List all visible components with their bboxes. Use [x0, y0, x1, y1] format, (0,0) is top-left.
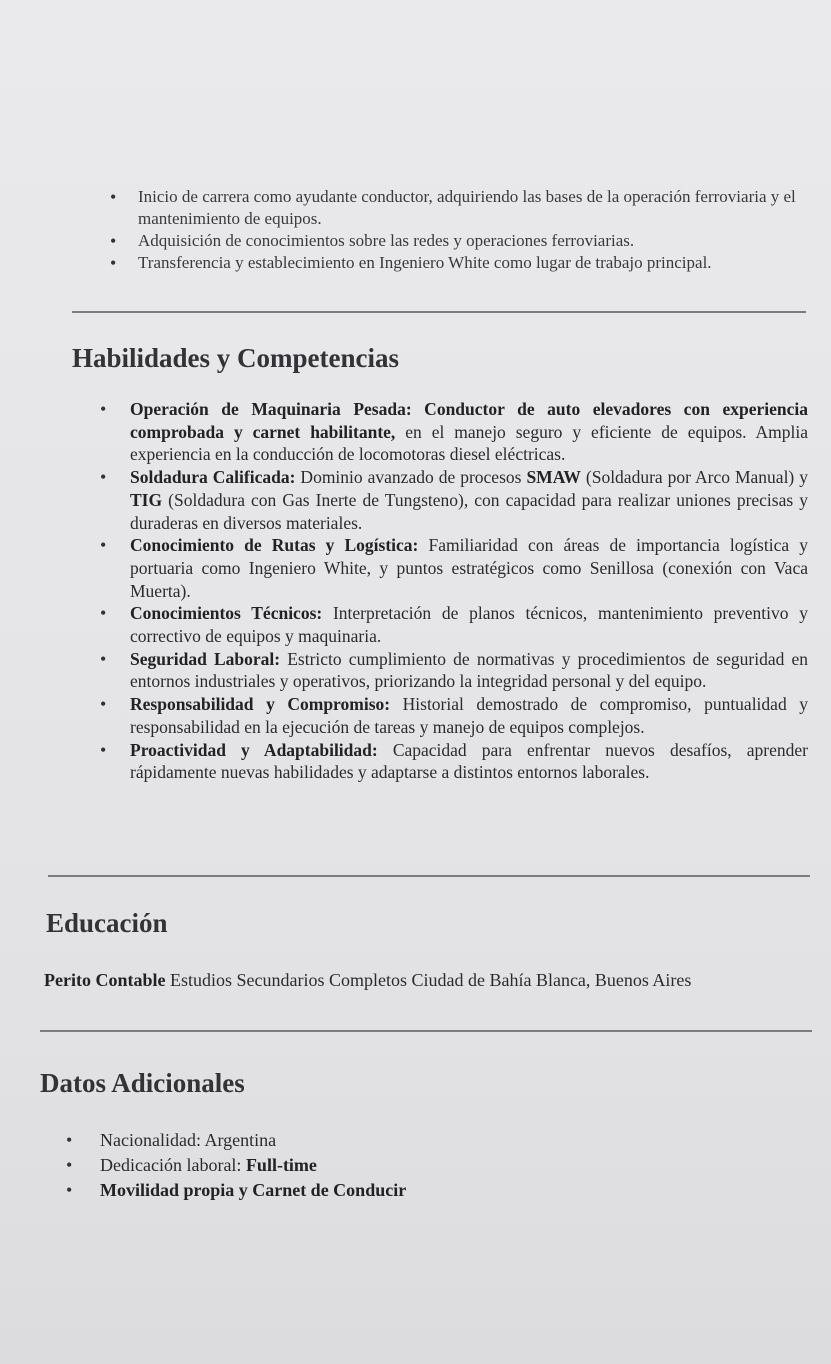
skill-label: Soldadura Calificada: — [130, 467, 296, 488]
list-item — [100, 398, 808, 466]
skill-label: Proactividad y Adaptabilidad: — [130, 739, 378, 760]
nationality-text: Nacionalidad: Argentina — [100, 1130, 277, 1150]
skill-text: (Soldadura con Gas Inerte de Tungsteno), con capacidad para realizar uniones precisas y duraderas en diversos materiales. — [130, 489, 808, 533]
skill-text: Interpretación de planos técnicos, mantenimiento preventivo y correctivo de equipos y maquinaria. — [130, 603, 809, 647]
skill-text: Historial demostrado de compromiso, puntualidad y responsabilidad en la ejecución de tareas y manejo de equipos complejos. — [130, 694, 808, 737]
skill-label: Responsabilidad y Compromiso: — [130, 694, 391, 715]
skill-bold: SMAW — [526, 467, 581, 488]
dedication-value: Full-time — [245, 1155, 317, 1175]
list-item — [100, 739, 808, 784]
skill-text: Capacidad para enfrentar nuevos desafíos, aprender rápidamente nuevas habilidades y adaptarse a distintos entornos laborales. — [130, 739, 808, 783]
skill-text: Familiaridad con áreas de importancia logística y portuaria como Ingeniero White, y puntos estratégicos como Senillosa (conexión con Vaca Muerta). — [130, 535, 808, 601]
mobility-text: Movilidad propia y Carnet de Conducir — [100, 1180, 407, 1200]
additional-list — [66, 1128, 406, 1203]
skill-bold: TIG — [130, 489, 163, 510]
list-item — [100, 693, 808, 738]
skill-text: Dominio avanzado de procesos — [295, 467, 527, 488]
skill-text: Estricto cumplimiento de normativas y procedimientos de seguridad en entornos industriales y operativos, priorizando la integridad personal y del equipo. — [130, 648, 808, 692]
skill-text: en el manejo seguro y eficiente de equipos. Amplia experiencia en la conducción de locomotoras diesel eléctricas. — [130, 421, 808, 465]
section-title-additional: Datos Adicionales — [40, 1068, 245, 1098]
section-title-skills: Habilidades y Competencias — [72, 343, 400, 373]
list-item — [66, 1153, 406, 1178]
skill-label: Conocimiento de Rutas y Logística: — [130, 535, 419, 556]
skill-label: Operación de Maquinaria Pesada: Conductor de auto elevadores con experiencia comprobada y carnet habilitante, — [130, 399, 808, 442]
list-item — [100, 648, 808, 693]
section-divider — [72, 311, 806, 313]
skill-text: (Soldadura por Arco Manual) y — [580, 467, 808, 488]
list-item: • Transferencia y establecimiento en Ingeniero White como lugar de trabajo principal. — [118, 252, 808, 274]
list-item: • Inicio de carrera como ayudante conductor, adquiriendo las bases de la operación ferroviaria y el mantenimiento de equipos. — [118, 186, 808, 230]
skill-label: Conocimientos Técnicos: — [130, 603, 323, 624]
list-item — [100, 466, 808, 534]
education-entry — [44, 968, 814, 992]
list-item: • Adquisición de conocimientos sobre las redes y operaciones ferroviarias. — [118, 230, 808, 252]
list-item — [66, 1128, 406, 1153]
section-title-education: Educación — [46, 908, 168, 938]
skills-list — [100, 398, 808, 784]
skill-label: Seguridad Laboral: — [130, 648, 281, 669]
section-divider — [40, 1030, 812, 1032]
education-degree: Perito Contable — [44, 970, 166, 990]
education-detail: Estudios Secundarios Completos Ciudad de Bahía Blanca, Buenos Aires — [165, 970, 692, 990]
dedication-label: Dedicación laboral: — [100, 1155, 246, 1175]
experience-bullet-list — [118, 186, 808, 274]
list-item — [100, 534, 808, 602]
list-item — [66, 1178, 406, 1203]
section-divider — [48, 875, 810, 877]
list-item — [100, 602, 808, 647]
